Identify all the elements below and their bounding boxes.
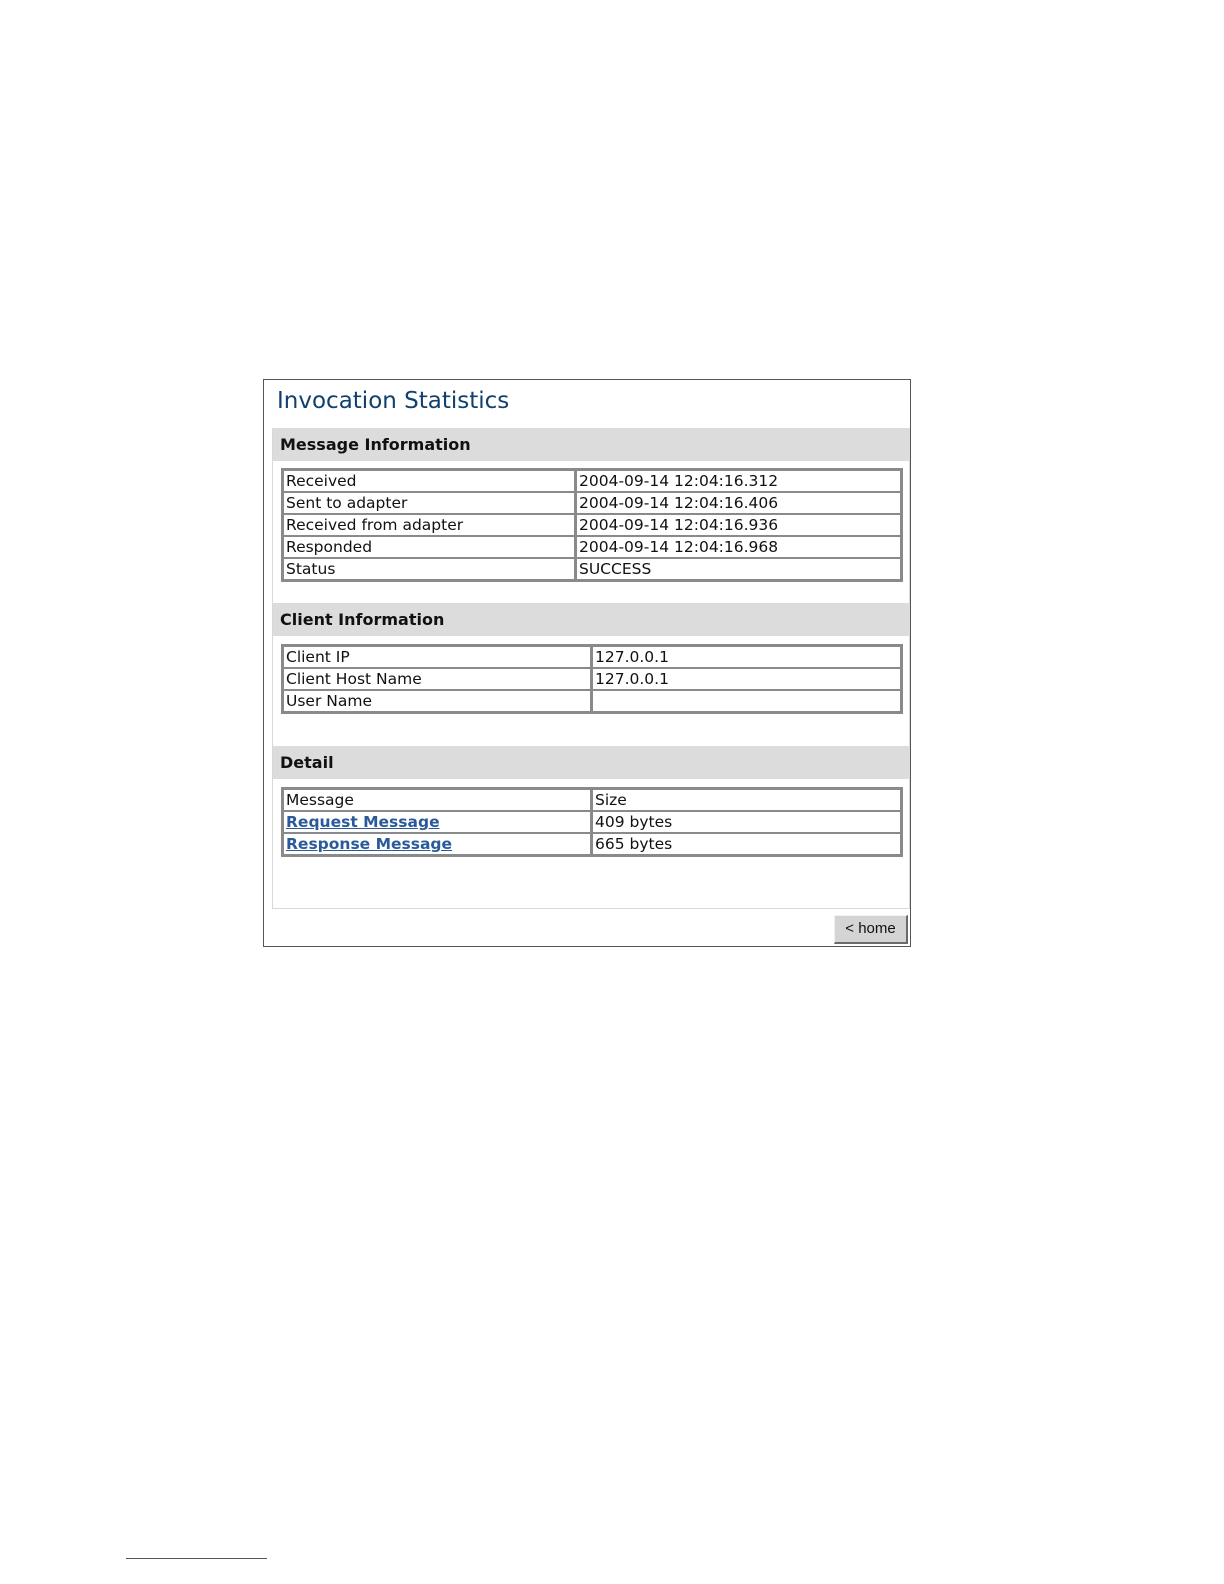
- client-information-header: Client Information: [273, 603, 910, 636]
- sent-to-adapter-value: 2004-09-14 12:04:16.406: [575, 492, 901, 514]
- status-label: Status: [283, 558, 575, 580]
- request-message-size: 409 bytes: [591, 811, 901, 833]
- client-ip-label: Client IP: [283, 646, 591, 668]
- message-information-header: Message Information: [273, 428, 910, 461]
- table-row: [283, 558, 901, 580]
- page-title: Invocation Statistics: [277, 388, 510, 414]
- statistics-content: [272, 428, 910, 909]
- detail-header: Detail: [273, 746, 910, 779]
- user-name-label: User Name: [283, 690, 591, 712]
- invocation-statistics-panel: [263, 379, 911, 947]
- received-from-adapter-label: Received from adapter: [283, 514, 575, 536]
- user-name-value: [591, 690, 901, 712]
- detail-table: [281, 787, 903, 857]
- table-row: [283, 536, 901, 558]
- table-header-row: [283, 789, 901, 811]
- response-message-size: 665 bytes: [591, 833, 901, 855]
- table-row: [283, 514, 901, 536]
- client-host-name-label: Client Host Name: [283, 668, 591, 690]
- table-row: [283, 470, 901, 492]
- received-label: Received: [283, 470, 575, 492]
- client-information-table: [281, 644, 903, 714]
- table-row: [283, 492, 901, 514]
- message-column-header: Message: [283, 789, 591, 811]
- table-row: [283, 811, 901, 833]
- status-value: SUCCESS: [575, 558, 901, 580]
- size-column-header: Size: [591, 789, 901, 811]
- table-row: [283, 690, 901, 712]
- footnote-divider: [126, 1558, 267, 1559]
- request-message-link[interactable]: Request Message: [286, 813, 440, 831]
- home-button[interactable]: < home: [834, 915, 908, 944]
- response-message-link[interactable]: Response Message: [286, 835, 453, 853]
- message-information-table: [281, 468, 903, 582]
- request-message-cell: [283, 811, 591, 833]
- client-host-name-value: 127.0.0.1: [591, 668, 901, 690]
- responded-label: Responded: [283, 536, 575, 558]
- client-ip-value: 127.0.0.1: [591, 646, 901, 668]
- received-from-adapter-value: 2004-09-14 12:04:16.936: [575, 514, 901, 536]
- table-row: [283, 646, 901, 668]
- table-row: [283, 668, 901, 690]
- table-row: [283, 833, 901, 855]
- sent-to-adapter-label: Sent to adapter: [283, 492, 575, 514]
- responded-value: 2004-09-14 12:04:16.968: [575, 536, 901, 558]
- response-message-cell: [283, 833, 591, 855]
- received-value: 2004-09-14 12:04:16.312: [575, 470, 901, 492]
